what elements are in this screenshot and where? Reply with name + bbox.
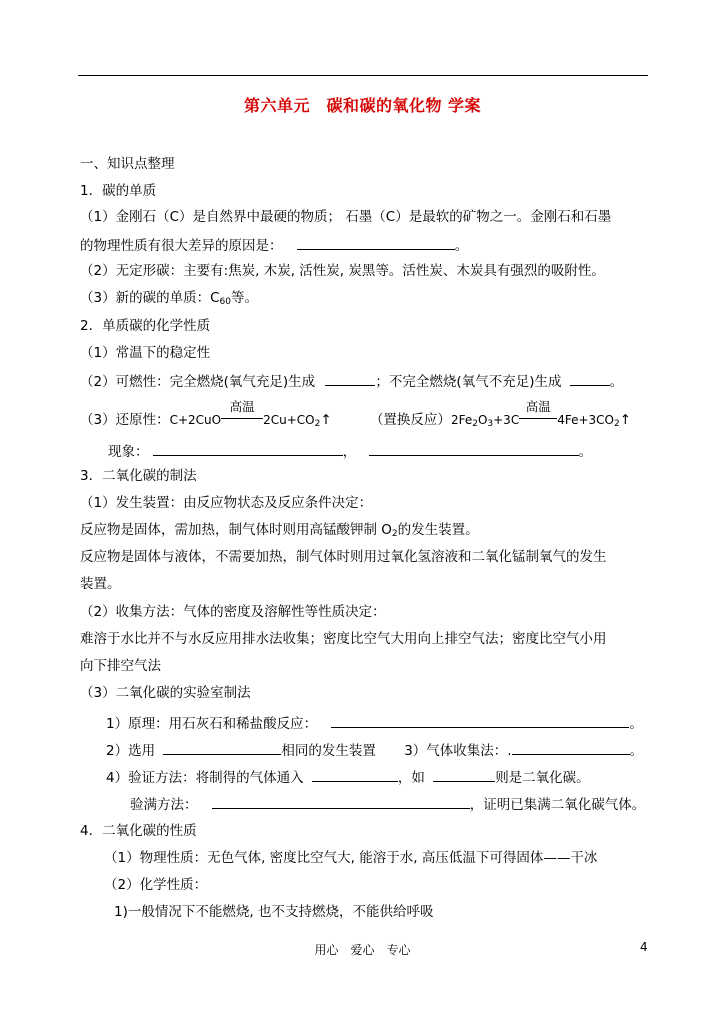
subscript: 2 [314, 419, 321, 429]
equation-reactants: +3C [493, 413, 520, 427]
text-amorphous-carbon: （2）无定形碳：主要有:焦炭, 木炭, 活性炭, 炭黑等。活性炭、木炭具有强烈的吸附性。 [80, 263, 605, 279]
subscript: 2 [613, 419, 620, 429]
reaction-bar [519, 418, 557, 419]
text-no-combustion: 1)一般情况下不能燃烧, 也不支持燃烧，不能供给呼吸 [114, 904, 434, 920]
punctuation: 。 [454, 238, 469, 254]
text-new-carbon [80, 289, 258, 311]
text-verification [106, 767, 590, 787]
question-text: 相同的发生装置 [281, 743, 376, 759]
label-text: 等。 [230, 290, 258, 306]
answer-blank[interactable] [433, 767, 495, 782]
body-text: 的发生装置。 [397, 522, 479, 538]
text-physical-properties: （1）物理性质：无色气体, 密度比空气大, 能溶于水, 高压低温下可得固体——干冰 [104, 850, 598, 866]
subscript: 60 [219, 297, 231, 307]
condition-text: 高温 [525, 399, 551, 414]
equation-reactants: C+2CuO [169, 413, 222, 427]
subheading-chemical-properties: 2．单质碳的化学性质 [80, 318, 211, 334]
page-footer: 用心 爱心 专心 [314, 943, 411, 957]
header-rule [78, 75, 648, 76]
punctuation: 。 [609, 374, 624, 390]
subscript: 2 [472, 419, 478, 429]
answer-blank[interactable] [212, 794, 470, 809]
answer-blank[interactable] [570, 371, 610, 386]
question-text: 4）验证方法：将制得的气体通入 [106, 770, 304, 786]
punctuation: 。 [629, 716, 643, 732]
text-downward-air: 向下排空气法 [80, 658, 161, 674]
answer-blank[interactable] [331, 713, 629, 728]
text-phenomenon [108, 441, 592, 461]
text-collection: （2）收集方法：气体的密度及溶解性等性质决定： [80, 604, 386, 620]
text-full-check [130, 794, 645, 814]
question-text: ，如 [397, 770, 425, 786]
subheading-carbon-element: 1．碳的单质 [80, 183, 157, 199]
equation-products: 4Fe+3CO [557, 413, 614, 427]
question-text: 的物理性质有很大差异的原因是： [80, 238, 283, 254]
equation-reactants: O [477, 413, 488, 427]
text-generator: （1）发生装置：由反应物状态及反应条件决定： [80, 495, 373, 511]
equation-products: 2Cu+CO [263, 413, 315, 427]
label-text: （3）还原性： [80, 412, 170, 428]
subscript: 3 [487, 419, 494, 429]
question-text: 则是二氧化碳。 [495, 770, 590, 786]
subheading-co2-preparation: 3．二氧化碳的制法 [80, 468, 197, 484]
subscript: 2 [391, 529, 398, 539]
answer-blank[interactable] [297, 235, 455, 250]
reaction-condition [519, 399, 557, 429]
page-number: 4 [640, 940, 648, 954]
equation-reactants: 2Fe [450, 413, 473, 427]
text-lab-method: （3）二氧化碳的实验室制法 [80, 685, 251, 701]
question-text: （2）可燃性：完全燃烧(氧气充足)生成 [80, 374, 316, 390]
text-diamond-graphite: （1）金刚石（C）是自然界中最硬的物质； 石墨（C）是最软的矿物之一。金刚石和石墨 [80, 209, 612, 225]
gas-arrow: ↑ [619, 412, 632, 428]
page-title: 第六单元 碳和碳的氧化物 学案 [243, 96, 482, 115]
answer-blank[interactable] [312, 767, 398, 782]
text-physical-difference [80, 235, 468, 255]
subheading-co2-properties: 4．二氧化碳的性质 [80, 823, 197, 839]
text-combustibility [80, 371, 623, 391]
label-text: （3）新的碳的单质：C [80, 290, 220, 306]
answer-blank[interactable] [369, 441, 579, 456]
body-text: 反应物是固体，需加热，制气体时则用高锰酸钾制 O [80, 522, 392, 538]
punctuation: 。 [578, 444, 593, 460]
question-text: ；不完全燃烧(氧气不充足)生成 [375, 374, 562, 390]
punctuation: ， [342, 444, 357, 460]
text-solid-heating [80, 521, 479, 543]
answer-blank[interactable] [512, 740, 630, 755]
text-stability: （1）常温下的稳定性 [80, 345, 211, 361]
text-chemical-properties: （2）化学性质： [104, 877, 208, 893]
text-apparatus: 装置。 [80, 576, 121, 592]
reaction-bar [221, 418, 263, 419]
answer-blank[interactable] [153, 441, 343, 456]
question-text: 2）选用 [106, 743, 156, 759]
answer-blank[interactable] [163, 740, 281, 755]
text-reducibility [80, 399, 632, 433]
text-principle [106, 713, 643, 733]
question-text: 3）气体收集法：. [404, 743, 512, 759]
question-text: 验满方法： [130, 797, 198, 813]
reaction-type: （置换反应） [369, 412, 451, 428]
gas-arrow: ↑ [320, 412, 332, 428]
answer-blank[interactable] [325, 371, 375, 386]
section-heading: 一、知识点整理 [80, 156, 175, 172]
text-collection-methods: 难溶于水比并不与水反应用排水法收集；密度比空气大用向上排空气法；密度比空气小用 [80, 631, 607, 647]
question-text: ，证明已集满二氧化碳气体。 [469, 797, 646, 813]
punctuation: 。 [629, 743, 644, 759]
text-solid-liquid: 反应物是固体与液体，不需要加热，制气体时则用过氧化氢溶液和二氧化锰制氧气的发生 [80, 549, 607, 565]
question-text: 1）原理：用石灰石和稀盐酸反应： [106, 716, 318, 732]
text-apparatus-choice [106, 740, 643, 760]
condition-text: 高温 [229, 399, 255, 414]
reaction-condition [221, 399, 263, 429]
label-text: 现象： [108, 444, 149, 460]
